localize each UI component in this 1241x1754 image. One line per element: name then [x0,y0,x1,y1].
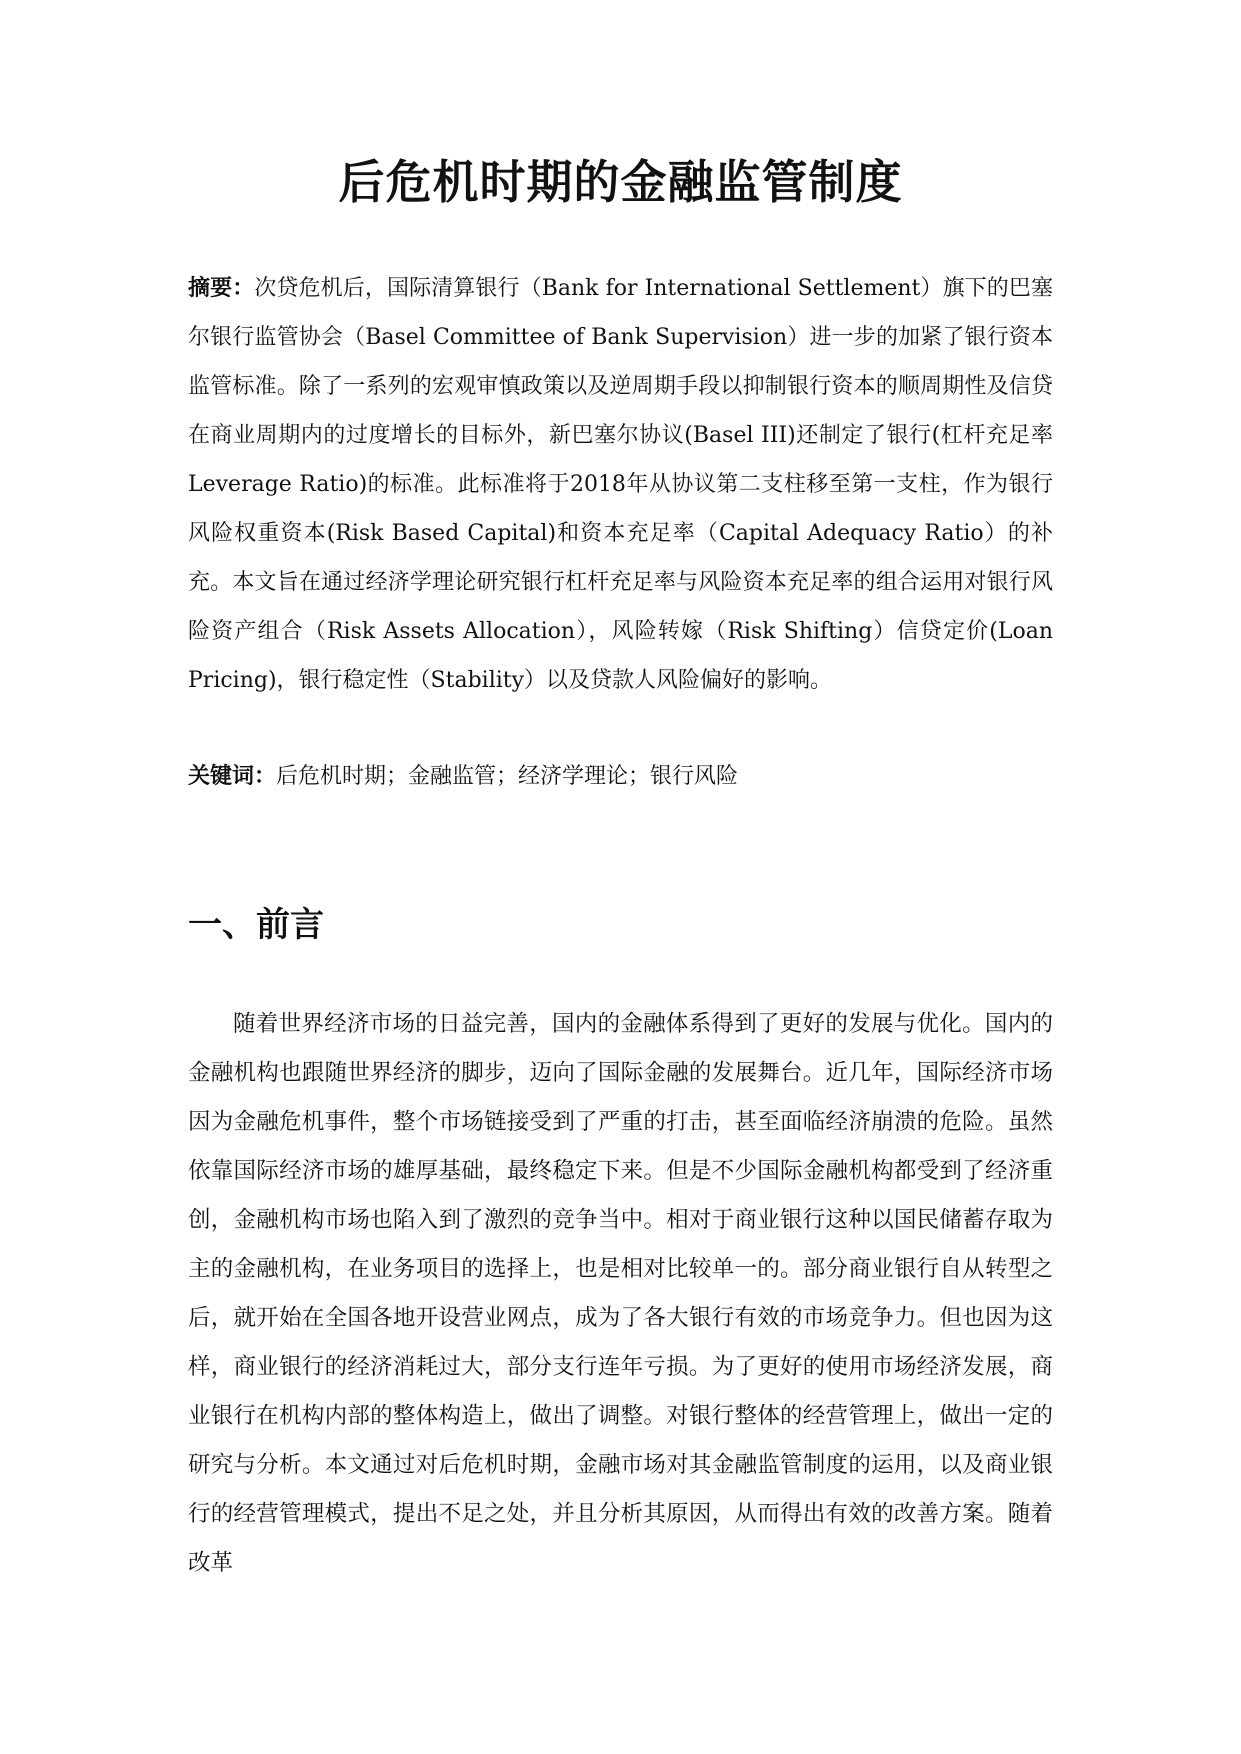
keywords-label: 关键词： [188,764,277,789]
keywords [188,752,1053,801]
abstract [188,264,1053,705]
document-title: 后危机时期的金融监管制度 [338,155,903,209]
abstract-label: 摘要： [188,276,255,301]
abstract-text: 次贷危机后，国际清算银行（Bank for International Settlement）旗下的巴塞尔银行监管协会（Basel Committee of Bank Supervision）进一步的加紧了银行资本监管标准。除了一系列的宏观审慎政策以及逆周期手段以抑制银行资本的顺周期性及信贷在商业周期内的过度增长的目标外，新巴塞尔协议(Basel III)还制定了银行(杠杆充足率Leverage Ratio)的标准。此标准将于2018年从协议第二支柱移至第一支柱，作为银行风险权重资本(Risk Based Capital)和资本充足率（Capital Adequacy Ratio）的补充。本文旨在通过经济学理论研究银行杠杆充足率与风险资本充足率的组合运用对银行风险资产组合（Risk Assets Allocation），风险转嫁（Risk Shifting）信贷定价(Loan Pricing)，银行稳定性（Stability）以及贷款人风险偏好的影响。 [188,276,1053,693]
section-paragraph: 随着世界经济市场的日益完善，国内的金融体系得到了更好的发展与优化。国内的金融机构也跟随世界经济的脚步，迈向了国际金融的发展舞台。近几年，国际经济市场因为金融危机事件，整个市场链接受到了严重的打击，甚至面临经济崩溃的危险。虽然依靠国际经济市场的雄厚基础，最终稳定下来。但是不少国际金融机构都受到了经济重创，金融机构市场也陷入到了激烈的竞争当中。相对于商业银行这种以国民储蓄存取为主的金融机构，在业务项目的选择上，也是相对比较单一的。部分商业银行自从转型之后，就开始在全国各地开设营业网点，成为了各大银行有效的市场竞争力。但也因为这样，商业银行的经济消耗过大，部分支行连年亏损。为了更好的使用市场经济发展，商业银行在机构内部的整体构造上，做出了调整。对银行整体的经营管理上，做出一定的研究与分析。本文通过对后危机时期，金融市场对其金融监管制度的运用，以及商业银行的经营管理模式，提出不足之处，并且分析其原因，从而得出有效的改善方案。随着改革 [188,1011,1053,1576]
keywords-text: 后危机时期；金融监管；经济学理论；银行风险 [276,764,739,789]
section-heading: 一、前言 [188,905,324,945]
